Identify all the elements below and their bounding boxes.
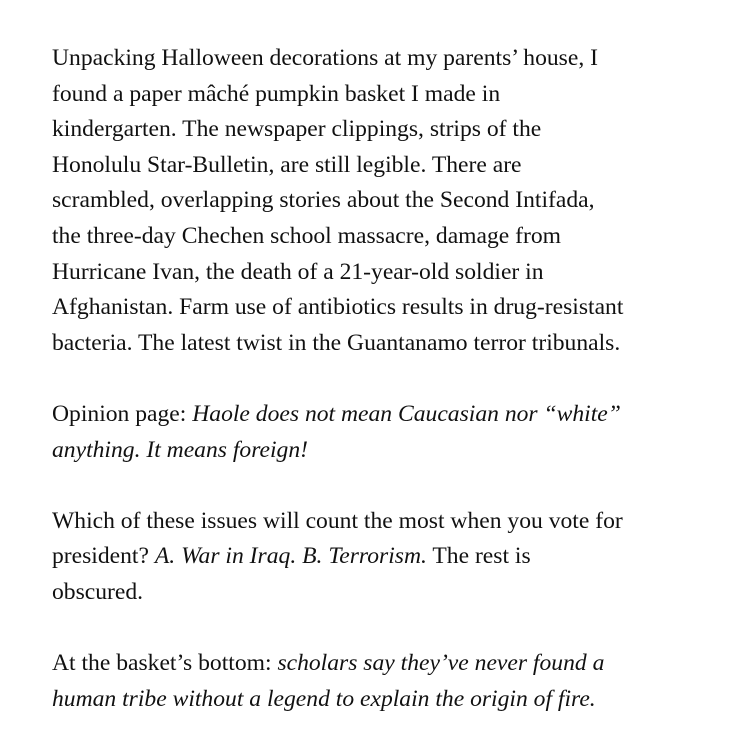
text-line: kindergarten. The newspaper clippings, strips of the	[52, 116, 542, 143]
opinion-quote-continued: anything. It means foreign!	[52, 436, 308, 463]
text-line: obscured.	[52, 578, 144, 605]
text-line: Which of these issues will count the most when you vote for	[52, 507, 623, 534]
text-line	[52, 646, 722, 682]
poll-options: A. War in Iraq. B. Terrorism.	[154, 543, 427, 570]
text-line: Unpacking Halloween decorations at my parents’ house, I	[52, 45, 598, 71]
text-line: Honolulu Star-Bulletin, are still legible. There are	[52, 151, 522, 178]
opinion-quote: Haole does not mean Caucasian nor “white”	[192, 400, 621, 427]
paragraph-basket-bottom	[52, 646, 722, 717]
paragraph-halloween-basket	[52, 41, 722, 361]
poll-suffix: The rest is	[426, 543, 531, 570]
text-line: Afghanistan. Farm use of antibiotics results in drug-resistant	[52, 294, 624, 321]
text-line	[52, 433, 722, 469]
text-line	[52, 682, 722, 718]
poll-prefix: president?	[52, 543, 155, 570]
basket-prefix: At the basket’s bottom:	[52, 650, 278, 677]
text-line: scrambled, overlapping stories about the Second Intifada,	[52, 187, 595, 214]
paragraph-poll-question	[52, 504, 722, 611]
text-line	[52, 397, 722, 433]
basket-quote-continued: human tribe without a legend to explain the origin of fire.	[52, 685, 596, 712]
text-line	[52, 539, 722, 575]
document-body	[52, 41, 722, 753]
opinion-prefix: Opinion page:	[52, 400, 193, 427]
text-line: bacteria. The latest twist in the Guantanamo terror tribunals.	[52, 329, 621, 356]
text-line: Hurricane Ivan, the death of a 21-year-old soldier in	[52, 258, 544, 285]
basket-quote: scholars say they’ve never found a	[277, 650, 605, 677]
paragraph-opinion-page	[52, 397, 722, 468]
text-line: found a paper mâché pumpkin basket I made in	[52, 80, 501, 107]
text-line: the three-day Chechen school massacre, damage from	[52, 222, 562, 249]
